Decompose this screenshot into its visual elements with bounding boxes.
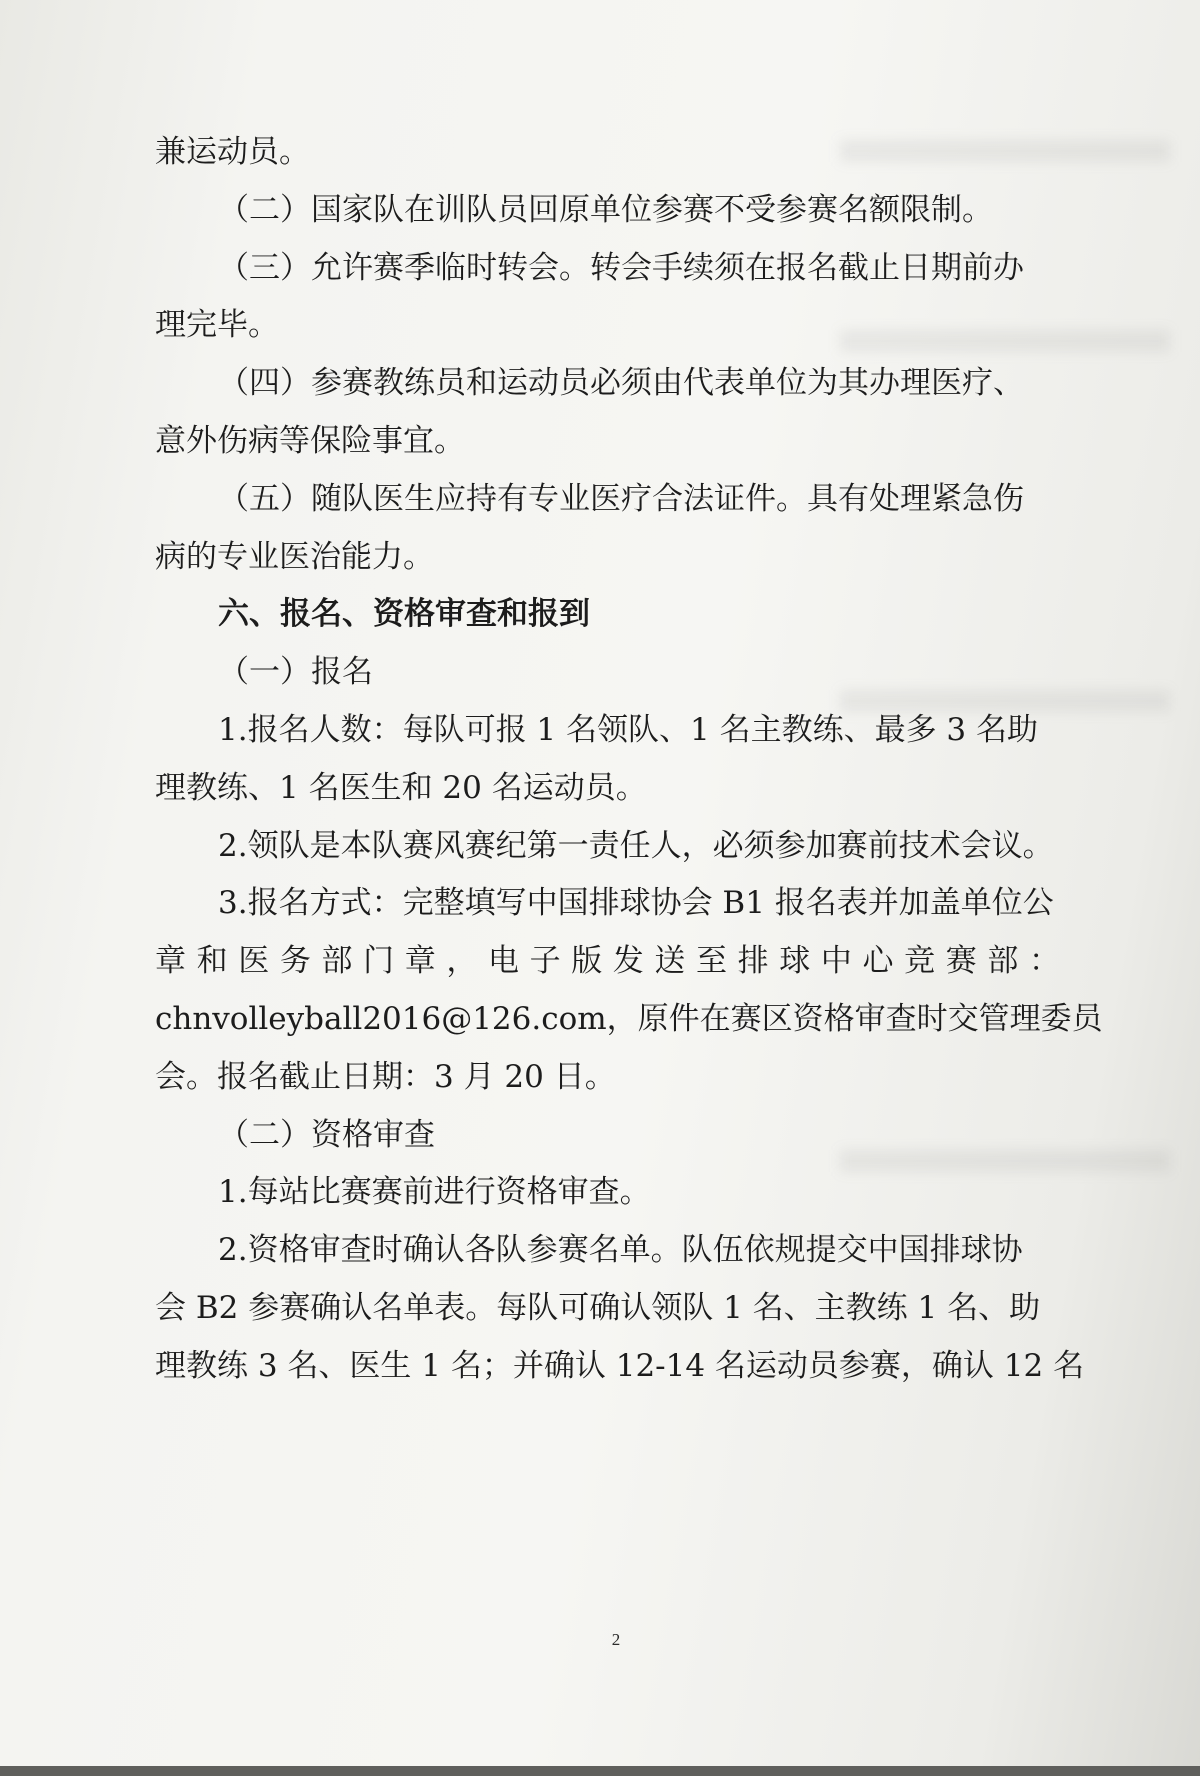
paragraph-line: 兼运动员。 — [155, 134, 310, 170]
page-bottom-edge — [0, 1766, 1200, 1776]
paragraph-line: （三）允许赛季临时转会。转会手续须在报名截止日期前办 — [218, 249, 1024, 286]
paragraph-line: 病的专业医治能力。 — [155, 538, 434, 575]
paragraph-line: 意外伤病等保险事宜。 — [155, 422, 465, 459]
page-number: 2 — [611, 1630, 621, 1649]
section-heading: 六、报名、资格审查和报到 — [218, 596, 590, 633]
body-text — [155, 124, 1103, 1396]
paragraph-line: 理完毕。 — [155, 307, 279, 344]
paragraph-line: 理教练 3 名、医生 1 名；并确认 12-14 名运动员参赛，确认 12 名 — [155, 1347, 1085, 1384]
paragraph-line: 1.报名人数：每队可报 1 名领队、1 名主教练、最多 3 名助 — [218, 711, 1039, 748]
paragraph-line: 2.领队是本队赛风赛纪第一责任人，必须参加赛前技术会议。 — [218, 827, 1054, 864]
paragraph-line: 章和医务部门章，电子版发送至排球中心竞赛部： — [155, 943, 1060, 980]
paragraph-line: （五）随队医生应持有专业医疗合法证件。具有处理紧急伤 — [218, 480, 1024, 517]
subsection-heading: （一）报名 — [218, 654, 373, 691]
paragraph-line: 会 B2 参赛确认名单表。每队可确认领队 1 名、主教练 1 名、助 — [155, 1289, 1041, 1326]
email-line: chnvolleyball2016@126.com，原件在赛区资格审查时交管理委员 — [155, 1000, 1103, 1037]
paragraph-line: （二）国家队在训队员回原单位参赛不受参赛名额限制。 — [218, 191, 993, 228]
paragraph-line: 1.每站比赛赛前进行资格审查。 — [218, 1174, 651, 1211]
paragraph-line: （四）参赛教练员和运动员必须由代表单位为其办理医疗、 — [218, 365, 1024, 402]
paragraph-line: 3.报名方式：完整填写中国排球协会 B1 报名表并加盖单位公 — [218, 885, 1054, 922]
paragraph-line: 2.资格审查时确认各队参赛名单。队伍依规提交中国排球协 — [218, 1232, 1023, 1269]
paragraph-line: 会。报名截止日期：3 月 20 日。 — [155, 1058, 616, 1095]
subsection-heading: （二）资格审查 — [218, 1116, 435, 1153]
paragraph-line: 理教练、1 名医生和 20 名运动员。 — [155, 769, 647, 806]
